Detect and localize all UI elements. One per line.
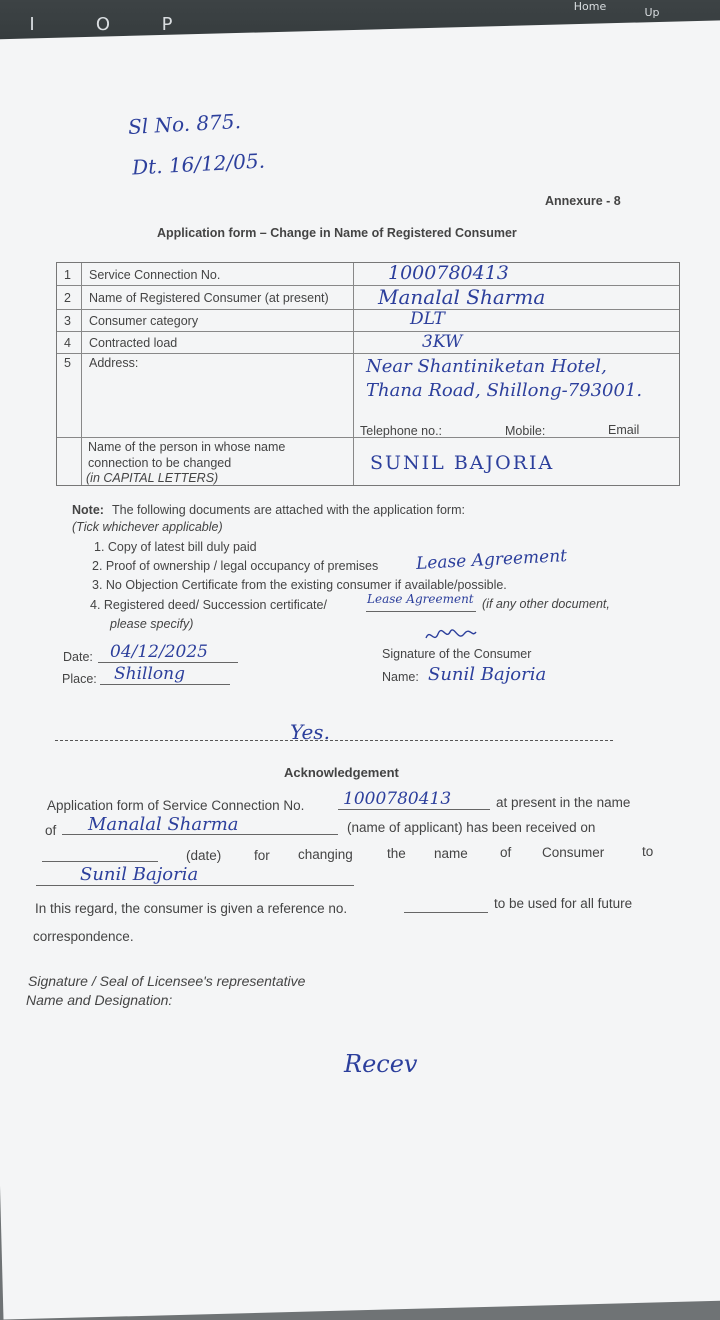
ack-reference-text: In this regard, the consumer is given a reference no. <box>35 901 348 916</box>
ack-line-3-word-3: changing <box>298 847 353 862</box>
separator-line <box>55 740 613 741</box>
telephone-label: Telephone no.: <box>360 424 443 438</box>
note-item-3: 3. No Objection Certificate from the existing consumer if available/possible. <box>92 578 507 592</box>
ack-line-1a: Application form of Service Connection No. <box>47 798 305 813</box>
note-item-2: 2. Proof of ownership / legal occupancy of premises <box>92 559 379 573</box>
ack-line-3-word-7: Consumer <box>542 845 605 860</box>
key-p: P <box>161 14 173 35</box>
address-line-1: Near Shantiniketan Hotel, <box>366 356 607 377</box>
yes-mark: Yes. <box>290 720 330 744</box>
key-home: Home <box>573 0 607 13</box>
key-i: I <box>29 14 35 35</box>
ack-line-3-word-5: name <box>434 846 468 861</box>
ack-line-1b: at present in the name <box>496 795 631 810</box>
address-line-2: Thana Road, Shillong-793001. <box>366 380 643 401</box>
note-item-2-handwritten: Lease Agreement <box>415 546 568 574</box>
note-tick-instruction: (Tick whichever applicable) <box>72 520 223 534</box>
email-label: Email <box>608 423 640 437</box>
row-3-value: DLT <box>410 309 445 329</box>
row-3-label: Consumer category <box>89 314 199 328</box>
row-1-value: 1000780413 <box>388 262 509 284</box>
ack-correspondence: correspondence. <box>33 929 134 944</box>
row-1-label: Service Connection No. <box>89 268 221 282</box>
row-2-value: Manalal Sharma <box>378 285 546 309</box>
note-item-4: 4. Registered deed/ Succession certificate/ <box>90 598 327 612</box>
note-item-4-other: (if any other document, <box>482 597 610 611</box>
ack-line-3-word-1: (date) <box>186 848 222 863</box>
note-item-4-handwritten: Lease Agreement <box>367 592 474 606</box>
ack-applicant-name: Manalal Sharma <box>88 814 239 835</box>
mobile-label: Mobile: <box>505 424 546 438</box>
note-text: The following documents are attached with the application form: <box>112 503 465 517</box>
ack-reference-text-2: to be used for all future <box>494 896 633 911</box>
ack-new-consumer-name: Sunil Bajoria <box>80 864 199 885</box>
date-label: Date: <box>63 650 93 664</box>
note-item-4-specify: please specify) <box>110 617 194 631</box>
handwritten-date: Dt. 16/12/05. <box>131 148 266 180</box>
note-item-1: 1. Copy of latest bill duly paid <box>94 540 257 554</box>
note-heading: Note: <box>72 503 104 517</box>
row-1-number: 1 <box>64 268 71 282</box>
licensee-signature-label: Signature / Seal of Licensee's representative <box>28 973 306 989</box>
ack-line-2b: (name of applicant) has been received on <box>347 820 596 835</box>
new-name-label-1: Name of the person in whose name <box>88 440 286 454</box>
ack-connection-number: 1000780413 <box>343 789 452 809</box>
row-2-number: 2 <box>64 291 71 305</box>
key-o: O <box>95 14 111 35</box>
annexure-label: Annexure - 8 <box>545 194 621 208</box>
row-2-label: Name of Registered Consumer (at present) <box>89 291 329 305</box>
place-label: Place: <box>62 672 97 686</box>
row-5-number: 5 <box>64 356 71 370</box>
ack-line-3-word-2: for <box>254 848 270 863</box>
new-consumer-name: SUNIL BAJORIA <box>370 452 555 474</box>
new-name-label-2: connection to be changed <box>88 456 232 470</box>
handwritten-serial-number: Sl No. 875. <box>127 109 242 139</box>
new-name-label-3: (in CAPITAL LETTERS) <box>86 471 219 485</box>
signature-label: Signature of the Consumer <box>382 647 532 661</box>
name-label: Name: <box>382 670 419 684</box>
name-designation-label: Name and Designation: <box>26 992 173 1008</box>
key-up: Up <box>644 6 660 19</box>
form-title: Application form – Change in Name of Registered Consumer <box>157 226 517 240</box>
ack-line-3-word-4: the <box>387 846 406 861</box>
ack-line-3-word-6: of <box>500 845 512 860</box>
acknowledgement-heading: Acknowledgement <box>284 765 399 780</box>
row-3-number: 3 <box>64 314 71 328</box>
place-value: Shillong <box>114 664 185 684</box>
date-value: 04/12/2025 <box>110 642 208 662</box>
row-4-value: 3KW <box>422 332 463 352</box>
row-4-label: Contracted load <box>89 336 178 350</box>
received-handwritten: Recev <box>344 1050 418 1078</box>
ack-line-2a: of <box>45 823 57 838</box>
row-5-label: Address: <box>89 356 139 370</box>
row-4-number: 4 <box>64 336 71 350</box>
consumer-signature <box>424 626 478 646</box>
name-value: Sunil Bajoria <box>428 664 547 685</box>
ack-line-3-word-8: to <box>642 844 654 859</box>
